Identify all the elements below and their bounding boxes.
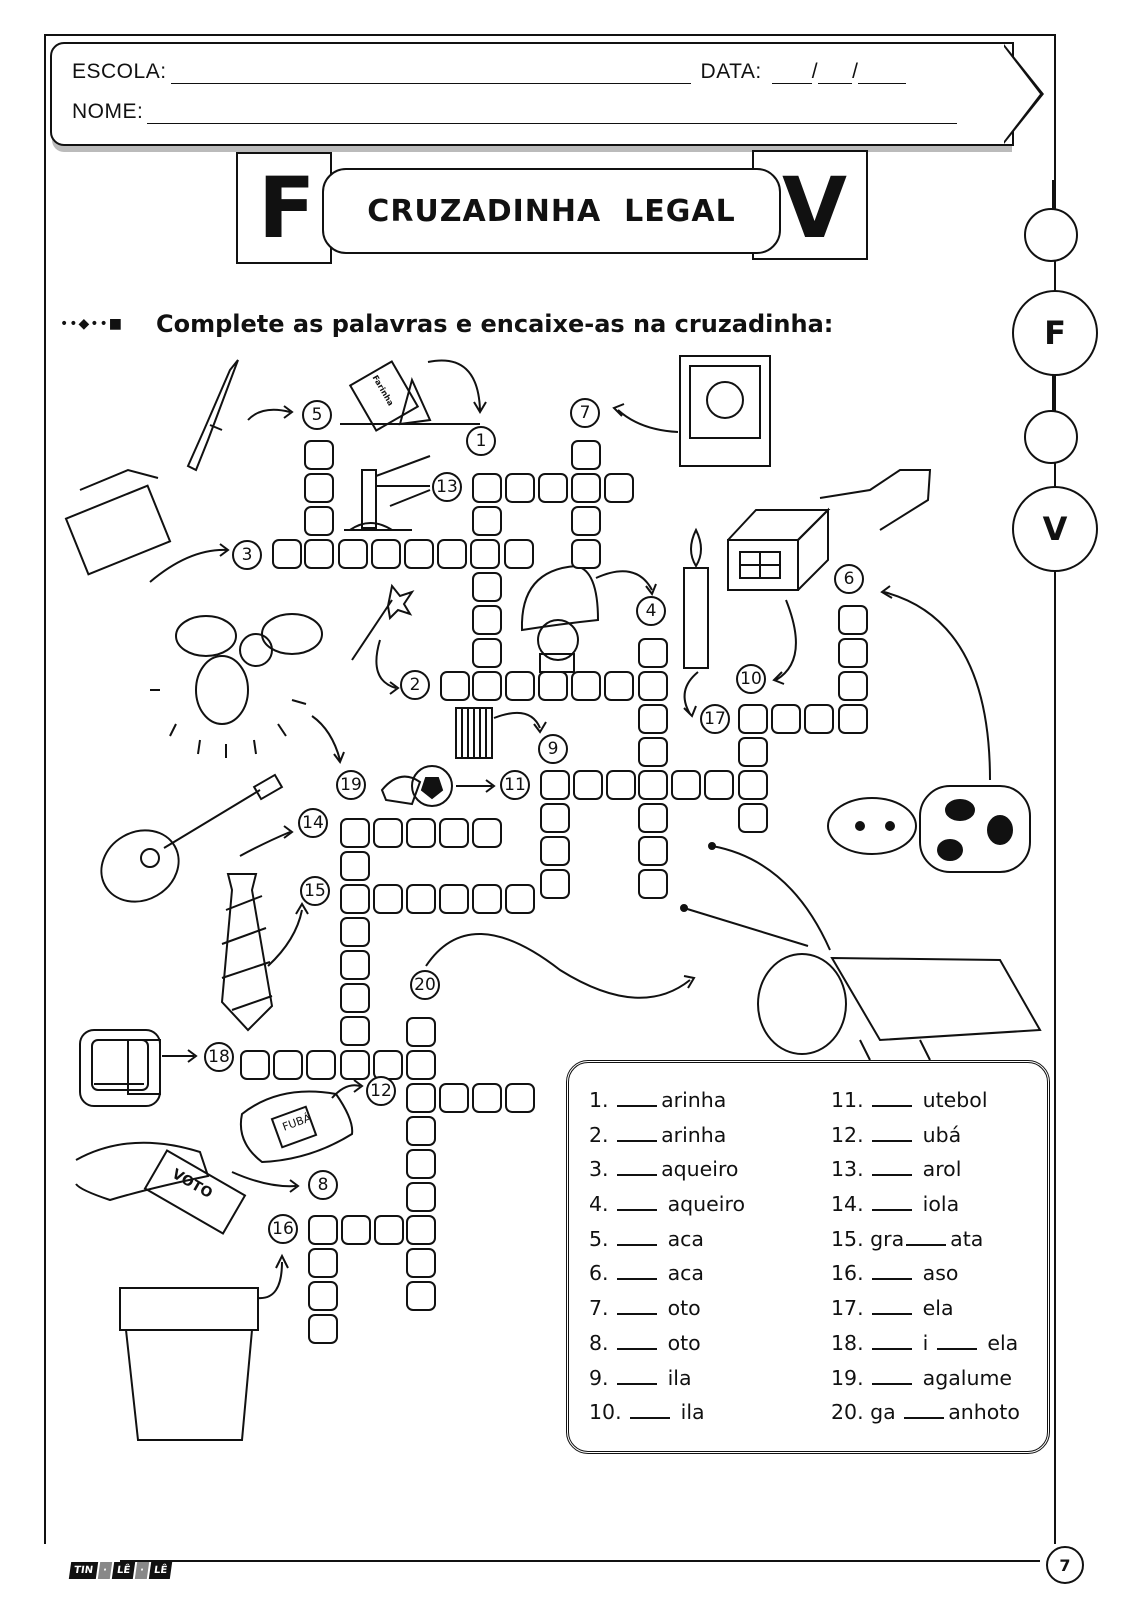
crossword-cell[interactable] <box>638 704 668 734</box>
crossword-cell[interactable] <box>638 737 668 767</box>
clue-number: 11. <box>831 1088 871 1112</box>
crossword-cell[interactable] <box>406 1017 436 1047</box>
clue-suffix: aqueiro <box>661 1157 739 1182</box>
tie-icon <box>222 874 272 1030</box>
crossword-cell[interactable] <box>373 884 403 914</box>
crossword-cell[interactable] <box>439 884 469 914</box>
clue-item <box>589 1395 745 1430</box>
pencil-box-icon <box>66 470 170 574</box>
clue-item <box>831 1118 1020 1153</box>
publisher-logo <box>70 1562 171 1579</box>
crossword-cell[interactable] <box>273 1050 303 1080</box>
clue-number: 13. <box>831 1157 871 1182</box>
clue-blank[interactable] <box>904 1399 944 1419</box>
crossword-cell[interactable] <box>538 671 568 701</box>
crossword-cell[interactable] <box>540 803 570 833</box>
crossword-cell[interactable] <box>838 605 868 635</box>
clue-number-marker: 20 <box>410 970 440 1000</box>
clue-item <box>589 1291 745 1326</box>
clue-item <box>831 1326 1020 1361</box>
clue-blank[interactable] <box>872 1330 912 1350</box>
crossword-cell[interactable] <box>738 737 768 767</box>
logo-part: · <box>135 1562 149 1579</box>
crossword-cell[interactable] <box>308 1281 338 1311</box>
crossword-cell[interactable] <box>272 539 302 569</box>
clue-number-marker: 13 <box>432 472 462 502</box>
school-row: ESCOLA: DATA: / / <box>72 60 906 84</box>
crossword-cell[interactable] <box>304 473 334 503</box>
crossword-cell[interactable] <box>406 884 436 914</box>
crossword-cell[interactable] <box>738 770 768 800</box>
crossword-cell[interactable] <box>470 539 500 569</box>
clue-number: 12. <box>831 1122 871 1147</box>
side-letter-v: V <box>1042 510 1068 548</box>
clue-suffix: aqueiro <box>661 1192 745 1217</box>
fireman-icon <box>522 566 598 672</box>
clue-blank[interactable] <box>617 1191 657 1211</box>
clue-blank[interactable] <box>872 1295 912 1315</box>
clue-suffix: arinha <box>661 1088 727 1112</box>
crossword-cell[interactable] <box>304 539 334 569</box>
crossword-cell[interactable] <box>738 704 768 734</box>
flour-pack-label: Farinha <box>370 373 396 408</box>
crossword-cell[interactable] <box>604 473 634 503</box>
clue-number-marker: 10 <box>736 664 766 694</box>
crossword-cell[interactable] <box>406 1083 436 1113</box>
clue-column-right <box>831 1083 1020 1430</box>
lighthouse-icon <box>344 470 412 530</box>
clue-blank[interactable] <box>937 1330 977 1350</box>
crossword-cell[interactable] <box>638 869 668 899</box>
logo-part: LÊ <box>112 1562 136 1579</box>
crossword-cell[interactable] <box>306 1050 336 1080</box>
clue-number: 17. <box>831 1296 871 1321</box>
title-letter-v: V <box>782 159 848 257</box>
clue-suffix: ela <box>916 1296 954 1321</box>
clue-blank[interactable] <box>872 1087 912 1107</box>
side-letter-f: F <box>1044 314 1066 352</box>
clue-number-marker: 14 <box>298 808 328 838</box>
cow-icon <box>828 786 1030 872</box>
clue-blank[interactable] <box>872 1191 912 1211</box>
crossword-cell[interactable] <box>439 818 469 848</box>
clue-item <box>589 1361 745 1396</box>
crossword-cell[interactable] <box>374 1215 404 1245</box>
clue-suffix: anhoto <box>948 1400 1020 1425</box>
crossword-cell[interactable] <box>340 983 370 1013</box>
logo-part: · <box>98 1562 112 1579</box>
crossword-cell[interactable] <box>406 1281 436 1311</box>
crossword-cell[interactable] <box>838 704 868 734</box>
clue-suffix: arinha <box>661 1122 727 1147</box>
bullet-decoration: ••◆••■ <box>60 316 124 332</box>
crossword-cell[interactable] <box>406 818 436 848</box>
crossword-cell[interactable] <box>404 539 434 569</box>
clue-suffix: ubá <box>916 1122 962 1147</box>
clue-number: 9. <box>589 1365 616 1390</box>
crossword-cell[interactable] <box>571 440 601 470</box>
clue-number-marker: 6 <box>834 564 864 594</box>
crossword-cell[interactable] <box>308 1215 338 1245</box>
clue-number: 14. <box>831 1192 871 1217</box>
clue-number: 8. <box>589 1330 616 1355</box>
clue-blank[interactable] <box>617 1260 657 1280</box>
clue-number-marker: 7 <box>570 398 600 428</box>
clue-blank[interactable] <box>872 1365 912 1385</box>
clue-number-marker: 9 <box>538 734 568 764</box>
crossword-cell[interactable] <box>340 917 370 947</box>
clue-column-left <box>589 1083 745 1430</box>
hand-voting-icon <box>76 1143 245 1234</box>
clue-item <box>831 1291 1020 1326</box>
clue-blank[interactable] <box>630 1399 670 1419</box>
crossword-cell[interactable] <box>604 671 634 701</box>
crossword-cell[interactable] <box>406 1215 436 1245</box>
clue-item <box>589 1083 745 1118</box>
clue-number: 1. <box>589 1088 616 1112</box>
clue-number: 5. <box>589 1226 616 1251</box>
logo-part: TIN <box>69 1562 98 1579</box>
crossword-cell[interactable] <box>538 473 568 503</box>
date-label: DATA: <box>700 60 762 83</box>
crossword-cell[interactable] <box>340 851 370 881</box>
books-icon <box>456 708 492 758</box>
clue-number: 10. <box>589 1400 629 1425</box>
crossword-cell[interactable] <box>704 770 734 800</box>
crossword-cell[interactable] <box>340 1016 370 1046</box>
clue-blank[interactable] <box>617 1156 657 1176</box>
firefly-icon <box>150 614 322 758</box>
clue-number: 15. <box>831 1226 871 1251</box>
crossword-cell[interactable] <box>505 1083 535 1113</box>
crossword-cell[interactable] <box>338 539 368 569</box>
clue-prefix: ga <box>870 1400 903 1425</box>
candle-icon <box>684 530 708 668</box>
crossword-cell[interactable] <box>638 671 668 701</box>
clue-prefix: gra <box>870 1226 905 1251</box>
logo-part: LÊ <box>149 1562 173 1579</box>
crossword-cell[interactable] <box>504 539 534 569</box>
crossword-cell[interactable] <box>472 572 502 602</box>
crossword-cell[interactable] <box>505 671 535 701</box>
clue-item <box>831 1152 1020 1187</box>
crossword-cell[interactable] <box>472 671 502 701</box>
clue-blank[interactable] <box>872 1122 912 1142</box>
photo-icon <box>680 356 770 466</box>
clue-number-marker: 16 <box>268 1214 298 1244</box>
flower-pot-icon <box>120 1288 258 1440</box>
fuba-bag-label: FUBÁ <box>280 1111 313 1134</box>
vote-card-label: VOTO <box>168 1166 216 1202</box>
crossword-cell[interactable] <box>573 770 603 800</box>
clue-suffix: aca <box>661 1226 704 1251</box>
clue-blank[interactable] <box>872 1156 912 1176</box>
clue-item <box>589 1152 745 1187</box>
crossword-cell[interactable] <box>638 803 668 833</box>
crossword-cell[interactable] <box>838 638 868 668</box>
clue-blank[interactable] <box>617 1330 657 1350</box>
crossword-cell[interactable] <box>304 506 334 536</box>
clue-number: 18. <box>831 1330 871 1355</box>
clue-item <box>831 1256 1020 1291</box>
crossword-cell[interactable] <box>472 506 502 536</box>
crossword-cell[interactable] <box>638 638 668 668</box>
clue-suffix: ata <box>950 1226 984 1251</box>
clue-blank[interactable] <box>872 1260 912 1280</box>
crossword-cell[interactable] <box>406 1050 436 1080</box>
clue-suffix: aso <box>916 1261 959 1286</box>
clue-number: 16. <box>831 1261 871 1286</box>
instruction-text: Complete as palavras e encaixe-as na cruzadinha: <box>156 310 834 338</box>
crossword-cell[interactable] <box>371 539 401 569</box>
clue-number: 3. <box>589 1157 616 1182</box>
clue-suffix: utebol <box>916 1088 988 1112</box>
crossword-cell[interactable] <box>606 770 636 800</box>
clue-suffix: oto <box>661 1330 701 1355</box>
crossword-cell[interactable] <box>406 1182 436 1212</box>
football-boot-icon <box>382 777 420 804</box>
crossword-cell[interactable] <box>240 1050 270 1080</box>
clue-item <box>589 1326 745 1361</box>
clue-number-marker: 2 <box>400 670 430 700</box>
magic-wand-icon <box>352 586 412 660</box>
clue-item <box>831 1395 1020 1430</box>
crossword-cell[interactable] <box>340 818 370 848</box>
knife-icon <box>188 360 238 470</box>
crossword-cell[interactable] <box>571 539 601 569</box>
crossword-cell[interactable] <box>738 803 768 833</box>
clue-suffix: ila <box>661 1365 692 1390</box>
crossword-cell[interactable] <box>638 770 668 800</box>
clue-number: 7. <box>589 1296 616 1321</box>
title-letter-f: F <box>258 159 316 257</box>
clue-suffix: iola <box>916 1192 960 1217</box>
clue-blank[interactable] <box>617 1226 657 1246</box>
belt-buckle-icon <box>80 1030 160 1106</box>
clue-number: 19. <box>831 1365 871 1390</box>
crossword-cell[interactable] <box>472 884 502 914</box>
school-label: ESCOLA: <box>72 60 167 83</box>
crossword-cell[interactable] <box>671 770 701 800</box>
clue-suffix: ila <box>674 1400 705 1425</box>
crossword-cell[interactable] <box>771 704 801 734</box>
clue-box <box>566 1060 1050 1454</box>
clue-suffix: arol <box>916 1157 962 1182</box>
crossword-cell[interactable] <box>571 473 601 503</box>
clue-blank[interactable] <box>617 1365 657 1385</box>
clue-number: 2. <box>589 1122 616 1147</box>
clue-number-marker: 12 <box>366 1076 396 1106</box>
clue-number-marker: 15 <box>300 876 330 906</box>
clue-blank[interactable] <box>617 1122 657 1142</box>
clue-item <box>831 1187 1020 1222</box>
clue-number-marker: 17 <box>700 704 730 734</box>
crossword-cell[interactable] <box>472 818 502 848</box>
crossword-cell[interactable] <box>373 818 403 848</box>
crossword-cell[interactable] <box>540 770 570 800</box>
clue-item <box>589 1187 745 1222</box>
title-text: CRUZADINHA LEGAL <box>367 193 736 229</box>
crossword-cell[interactable] <box>340 1050 370 1080</box>
clue-number-marker: 5 <box>302 400 332 430</box>
clue-number-marker: 3 <box>232 540 262 570</box>
crossword-cell[interactable] <box>472 1083 502 1113</box>
crossword-cell[interactable] <box>406 1248 436 1278</box>
crossword-cell[interactable] <box>406 1149 436 1179</box>
clue-number-marker: 18 <box>204 1042 234 1072</box>
clue-suffix: aca <box>661 1261 704 1286</box>
clue-item <box>831 1222 1020 1257</box>
clue-number: 6. <box>589 1261 616 1286</box>
clue-blank[interactable] <box>617 1087 657 1107</box>
clue-number: 20. <box>831 1400 871 1425</box>
crossword-cell[interactable] <box>540 836 570 866</box>
clue-number-marker: 4 <box>636 596 666 626</box>
crossword-cell[interactable] <box>437 539 467 569</box>
clue-suffix: oto <box>661 1296 701 1321</box>
crossword-cell[interactable] <box>472 473 502 503</box>
clue-number-marker: 11 <box>500 770 530 800</box>
crossword-cell[interactable] <box>439 1083 469 1113</box>
crossword-cell[interactable] <box>341 1215 371 1245</box>
clue-number-marker: 1 <box>466 426 496 456</box>
crossword-cell[interactable] <box>406 1116 436 1146</box>
crossword-cell[interactable] <box>308 1248 338 1278</box>
crossword-cell[interactable] <box>638 836 668 866</box>
clue-item <box>589 1256 745 1291</box>
crossword-cell[interactable] <box>540 869 570 899</box>
crossword-cell[interactable] <box>340 884 370 914</box>
clue-number-marker: 19 <box>336 770 366 800</box>
grasshopper-icon <box>758 954 1040 1060</box>
page-number: 7 <box>1046 1546 1084 1584</box>
crossword-cell[interactable] <box>304 440 334 470</box>
clue-suffix: agalume <box>916 1365 1013 1390</box>
clue-item <box>831 1083 1020 1118</box>
crossword-cell[interactable] <box>571 671 601 701</box>
crossword-cell[interactable] <box>308 1314 338 1344</box>
clue-item <box>831 1361 1020 1396</box>
clue-item <box>589 1118 745 1153</box>
clue-number-marker: 8 <box>308 1170 338 1200</box>
clue-blank[interactable] <box>617 1295 657 1315</box>
crossword-cell[interactable] <box>340 950 370 980</box>
clue-middle: i <box>916 1330 935 1355</box>
name-label: NOME: <box>72 100 144 123</box>
clue-item <box>589 1222 745 1257</box>
clue-blank[interactable] <box>906 1226 946 1246</box>
crossword-cell[interactable] <box>505 473 535 503</box>
clue-suffix: ela <box>980 1330 1019 1355</box>
crossword-cell[interactable] <box>440 671 470 701</box>
crossword-cell[interactable] <box>838 671 868 701</box>
crossword-cell[interactable] <box>472 605 502 635</box>
crossword-cell[interactable] <box>804 704 834 734</box>
crossword-cell[interactable] <box>472 638 502 668</box>
houses-icon <box>728 470 930 590</box>
crossword-cell[interactable] <box>505 884 535 914</box>
crossword-cell[interactable] <box>571 506 601 536</box>
clue-number: 4. <box>589 1192 616 1217</box>
